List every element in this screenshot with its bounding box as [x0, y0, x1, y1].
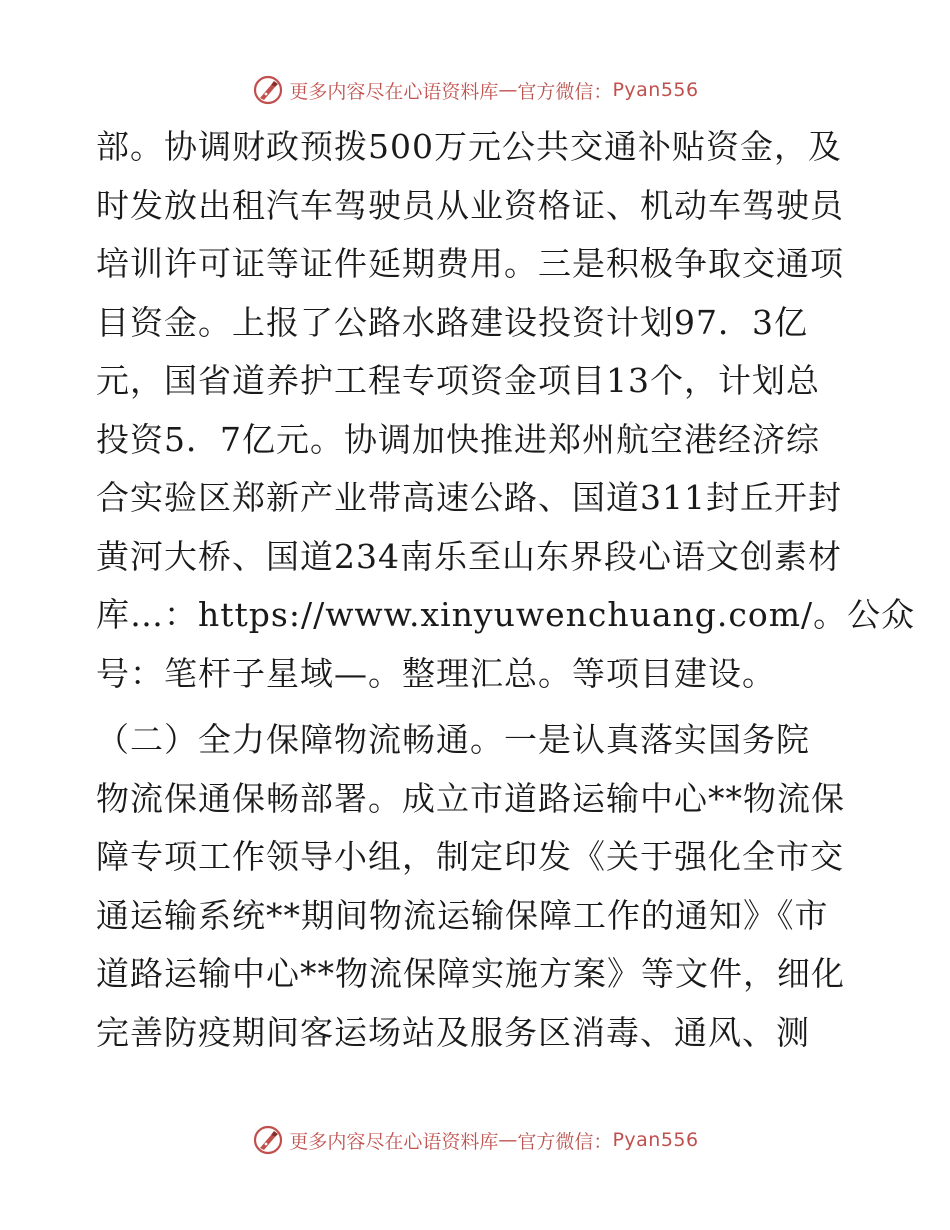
text-line: 障专项工作领导小组，制定印发《关于强化全市交 [96, 837, 844, 876]
text-line: 黄河大桥、国道234南乐至山东界段心语文创素材 [96, 536, 842, 576]
watermark-wechat-id: Pyan556 [612, 1129, 699, 1151]
paragraph-spacer [96, 703, 866, 711]
text-line: 通运输系统**期间物流运输保障工作的通知》《市 [96, 895, 829, 935]
watermark-label: 官方微信： [517, 1130, 613, 1153]
text-line: 目资金。上报了公路水路建设投资计划97．3亿 [96, 302, 808, 342]
text-line: 元，国省道养护工程专项资金项目13个，计划总 [96, 361, 820, 400]
watermark-wechat-id: Pyan556 [612, 79, 699, 101]
pen-nib-circle-icon [251, 1123, 285, 1157]
watermark-dash: — [498, 79, 518, 101]
text-line: （二）全力保障物流畅通。一是认真落实国务院 [96, 720, 810, 759]
text-line: 合实验区郑新产业带高速公路、国道311封丘开封 [96, 478, 842, 517]
text-line: 培训许可证等证件延期费用。三是积极争取交通项 [96, 244, 844, 283]
text-line: 完善防疫期间客运场站及服务区消毒、通风、测 [96, 1012, 810, 1052]
paragraph-2 [96, 711, 866, 1062]
text-line: 库…：https://www.xinyuwenchuang.com/。公众 [96, 595, 916, 634]
text-line: 道路运输中心**物流保障实施方案》等文件，细化 [96, 954, 845, 993]
paragraph-1 [96, 118, 916, 703]
text-line: 物流保通保畅部署。成立市道路运输中心**物流保 [96, 778, 845, 818]
watermark-brand: 更多内容尽在心语资料库 [289, 80, 499, 103]
text-line: 号：笔杆子星域—。整理汇总。等项目建设。 [96, 653, 776, 693]
document-body [96, 118, 916, 1062]
watermark-dash: — [498, 1129, 518, 1151]
watermark-label: 官方微信： [517, 80, 613, 103]
watermark-brand: 更多内容尽在心语资料库 [289, 1130, 499, 1153]
text-line: 时发放出租汽车驾驶员从业资格证、机动车驾驶员 [96, 185, 844, 225]
text-line: 投资5．7亿元。协调加快推进郑州航空港经济综 [96, 419, 820, 459]
footer-watermark [0, 1120, 950, 1160]
pen-nib-circle-icon [251, 73, 285, 107]
header-watermark [0, 70, 950, 110]
text-line: 部。协调财政预拨500万元公共交通补贴资金，及 [96, 127, 842, 166]
